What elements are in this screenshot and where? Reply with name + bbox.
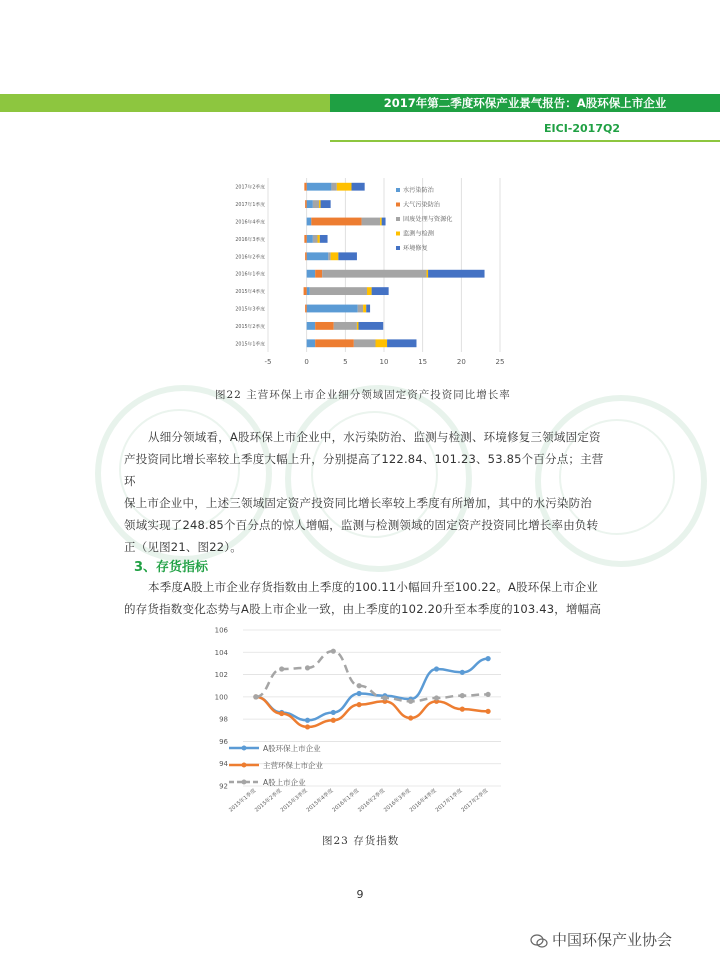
category-label: 2016年1季度 [235, 272, 265, 278]
bar-segment [307, 218, 312, 226]
bar-segment [366, 305, 370, 313]
data-point [486, 692, 491, 697]
bar-segment [305, 200, 307, 208]
data-point [460, 693, 465, 698]
report-code: EICI-2017Q2 [544, 122, 620, 135]
wechat-footer [530, 929, 672, 950]
y-tick-label: 92 [219, 782, 228, 791]
bar-segment [313, 235, 318, 243]
x-tick-label: 10 [379, 358, 389, 366]
data-point [305, 665, 310, 670]
data-point [279, 666, 284, 671]
x-tick-label: 25 [495, 358, 505, 366]
bar-segment [307, 252, 329, 260]
legend-swatch [396, 188, 400, 192]
wechat-account-name: 中国环保产业协会 [552, 931, 673, 949]
bar-segment [317, 235, 319, 243]
legend-label: A股环保上市企业 [263, 744, 321, 753]
paragraph-2-line: 的存货指数变化态势与A股上市企业一致，由上季度的102.20升至本季度的103.43，增幅高 [124, 602, 602, 616]
bar-segment [305, 252, 307, 260]
data-point [305, 724, 310, 729]
bar-segment [331, 252, 339, 260]
category-label: 2017年1季度 [235, 203, 265, 209]
bar-segment [357, 322, 359, 330]
bar-segment [307, 183, 332, 191]
bar-segment [307, 200, 313, 208]
paragraph-1-line: 从细分领域看，A股环保上市企业中，水污染防治、监测与检测、环境修复三领域固定资 [148, 430, 601, 444]
category-label: 2016年3季度 [235, 237, 265, 243]
category-label: 2015年2季度 [235, 324, 265, 330]
bar-segment [375, 339, 387, 347]
legend-label: 监测与检测 [403, 230, 434, 238]
bar-segment [307, 270, 316, 278]
bar-segment [304, 235, 306, 243]
figure23-line-chart [205, 622, 515, 827]
figure22-bar-chart [210, 170, 520, 380]
bar-segment [311, 218, 361, 226]
bar-segment [382, 218, 386, 226]
bar-segment [315, 322, 334, 330]
data-point [460, 670, 465, 675]
category-label: 2016年2季度 [235, 255, 265, 261]
paragraph-2-line: 本季度A股上市企业存货指数由上季度的100.11小幅回升至100.22。A股环保上市企业 [148, 580, 599, 594]
bar-segment [304, 287, 307, 295]
bar-segment [362, 218, 381, 226]
y-tick-label: 94 [219, 760, 228, 769]
series-line [256, 659, 488, 721]
legend-swatch [396, 246, 400, 250]
legend-marker [242, 763, 247, 768]
bar-segment [367, 287, 372, 295]
category-label: 2015年4季度 [305, 787, 335, 814]
data-point [408, 715, 413, 720]
bar-segment [387, 339, 416, 347]
bar-segment [315, 339, 354, 347]
bar-segment [358, 322, 383, 330]
bar-segment [337, 183, 352, 191]
category-label: 2017年2季度 [235, 185, 265, 191]
data-point [357, 683, 362, 688]
x-tick-label: 15 [418, 358, 428, 366]
y-tick-label: 100 [214, 693, 228, 702]
data-point [305, 718, 310, 723]
category-label: 2015年2季度 [254, 787, 283, 814]
bar-segment [315, 270, 322, 278]
bar-segment [321, 200, 331, 208]
bar-segment [334, 322, 357, 330]
bar-segment [380, 218, 382, 226]
data-point [486, 709, 491, 714]
legend-label: 环境修复 [403, 245, 428, 252]
data-point [486, 656, 491, 661]
bar-segment [319, 200, 321, 208]
paragraph-1-line: 保上市企业中，上述三领域固定资产投资同比增长率较上季度有所增加，其中的水污染防治 [124, 496, 592, 510]
legend-swatch [396, 203, 400, 207]
bar-segment [427, 270, 429, 278]
y-tick-label: 104 [214, 648, 228, 657]
category-label: 2015年3季度 [279, 787, 309, 814]
y-tick-label: 106 [214, 626, 228, 635]
category-label: 2015年1季度 [235, 342, 265, 348]
category-label: 2015年1季度 [228, 787, 258, 814]
y-tick-label: 96 [219, 737, 228, 746]
page-number: 9 [356, 888, 364, 901]
bar-segment [313, 200, 319, 208]
bar-segment [310, 287, 367, 295]
figure23-caption: 图23 存货指数 [322, 835, 400, 847]
bar-segment [428, 270, 484, 278]
paragraph-2 [124, 576, 608, 620]
bar-segment [363, 305, 366, 313]
legend-marker [242, 780, 247, 785]
category-label: 2017年1季度 [434, 787, 464, 814]
legend-label: 固废处理与资源化 [403, 216, 453, 223]
paragraph-1-line: 产投资同比增长率较上季度大幅上升，分别提高了122.84、101.23、53.85个百分点；主营环 [124, 452, 604, 488]
bar-segment [338, 252, 357, 260]
data-point [357, 702, 362, 707]
data-point [253, 694, 258, 699]
data-point [331, 649, 336, 654]
header-divider [330, 140, 720, 142]
data-point [331, 718, 336, 723]
bar-segment [328, 252, 330, 260]
paragraph-1 [124, 426, 608, 558]
x-tick-label: 0 [304, 358, 309, 366]
legend-label: A股上市企业 [263, 778, 306, 787]
data-point [382, 695, 387, 700]
category-label: 2015年4季度 [235, 290, 265, 296]
bar-segment [322, 270, 426, 278]
data-point [434, 666, 439, 671]
series-line [256, 697, 488, 727]
legend-label: 水污染防治 [403, 187, 434, 194]
bar-segment [358, 305, 363, 313]
bar-segment [305, 305, 307, 313]
category-label: 2016年4季度 [235, 220, 265, 226]
y-tick-label: 98 [219, 715, 228, 724]
x-tick-label: 5 [343, 358, 348, 366]
x-tick-label: 20 [456, 358, 466, 366]
wechat-icon [530, 934, 548, 948]
bar-segment [307, 322, 316, 330]
category-label: 2016年3季度 [383, 787, 412, 814]
bar-segment [354, 339, 376, 347]
x-tick-label: -5 [264, 358, 272, 366]
category-label: 2016年4季度 [408, 787, 438, 814]
category-label: 2016年1季度 [331, 787, 361, 814]
legend-swatch [396, 217, 400, 221]
category-label: 2017年2季度 [460, 787, 490, 814]
y-tick-label: 102 [214, 671, 228, 680]
paragraph-1-line: 正（见图21、图22）。 [124, 540, 242, 554]
legend-label: 主营环保上市企业 [263, 761, 323, 770]
category-label: 2016年2季度 [357, 787, 387, 814]
bar-segment [352, 183, 365, 191]
legend-label: 大气污染防治 [403, 201, 441, 209]
legend-swatch [396, 232, 400, 236]
data-point [331, 710, 336, 715]
data-point [434, 695, 439, 700]
bar-segment [307, 339, 316, 347]
bar-segment [331, 183, 336, 191]
bar-segment [307, 305, 358, 313]
paragraph-1-line: 领域实现了248.85个百分点的惊人增幅，监测与检测领域的固定资产投资同比增长率由负转 [124, 518, 599, 532]
section-title-inventory: 3、存货指标 [134, 560, 209, 575]
bar-segment [372, 287, 389, 295]
data-point [408, 699, 413, 704]
data-point [357, 691, 362, 696]
bar-segment [307, 235, 313, 243]
data-point [279, 711, 284, 716]
header-title: 2017年第二季度环保产业景气报告：A股环保上市企业 [383, 96, 667, 110]
bar-segment [307, 287, 310, 295]
legend-marker [242, 746, 247, 751]
figure22-caption: 图22 主营环保上市企业细分领域固定资产投资同比增长率 [215, 389, 511, 401]
bar-segment [320, 235, 328, 243]
category-label: 2015年3季度 [235, 307, 265, 313]
bar-segment [304, 183, 306, 191]
data-point [460, 707, 465, 712]
